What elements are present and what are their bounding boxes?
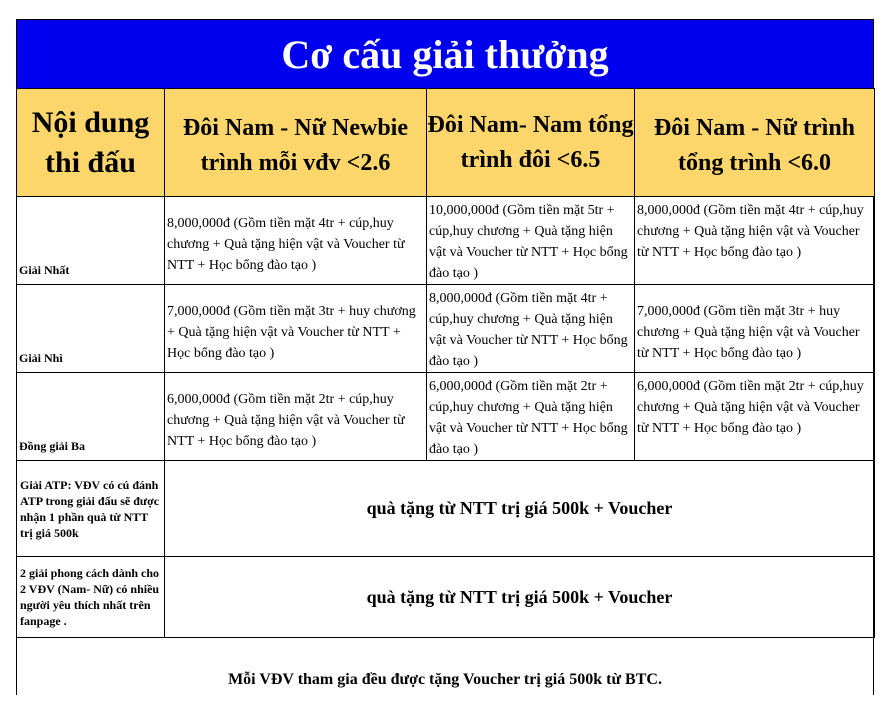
row-label-third-prize: Đồng giải Ba [17,373,165,461]
prize-cell: 8,000,000đ (Gồm tiền mặt 4tr + cúp,huy chương + Quà tặng hiện vật và Voucher từ NTT + Học bổng đào tạo ) [427,285,635,373]
atp-prize-value: quà tặng từ NTT trị giá 500k + Voucher [165,461,875,557]
header-category: Nội dung thi đấu [17,89,165,197]
table-row [17,461,875,557]
prize-cell: 8,000,000đ (Gồm tiền mặt 4tr + cúp,huy chương + Quà tặng hiện vật và Voucher từ NTT + Học bổng đào tạo ) [635,197,875,285]
header-mixed-doubles: Đôi Nam - Nữ trình tổng trình <6.0 [635,89,875,197]
prize-cell: 10,000,000đ (Gồm tiền mặt 5tr + cúp,huy chương + Quà tặng hiện vật và Voucher từ NTT + Học bổng đào tạo ) [427,197,635,285]
table-row [17,373,875,461]
atp-prize-label: Giải ATP: VĐV có cú đánh ATP trong giải đấu sẽ được nhận 1 phần quà từ NTT trị giá 500k [17,461,165,557]
footer-note [16,636,874,695]
prize-table [16,88,875,638]
table-row [17,285,875,373]
prize-cell: 6,000,000đ (Gồm tiền mặt 2tr + cúp,huy chương + Quà tặng hiện vật và Voucher từ NTT + Học bổng đào tạo ) [427,373,635,461]
style-prize-value: quà tặng từ NTT trị giá 500k + Voucher [165,557,875,638]
row-label-first-prize: Giải Nhất [17,197,165,285]
header-men-doubles: Đôi Nam- Nam tổng trình đôi <6.5 [427,89,635,197]
prize-cell: 7,000,000đ (Gồm tiền mặt 3tr + huy chương + Quà tặng hiện vật và Voucher từ NTT + Học bổng đào tạo ) [165,285,427,373]
prize-cell: 6,000,000đ (Gồm tiền mặt 2tr + cúp,huy chương + Quà tặng hiện vật và Voucher từ NTT + Học bổng đào tạo ) [165,373,427,461]
row-label-second-prize: Giải Nhì [17,285,165,373]
style-prize-label: 2 giải phong cách dành cho 2 VĐV (Nam- Nữ) có nhiều người yêu thích nhất trên fanpage . [17,557,165,638]
page-title [17,20,873,88]
header-mixed-newbie: Đôi Nam - Nữ Newbie trình mỗi vđv <2.6 [165,89,427,197]
title-text: Cơ cấu giải thưởng [281,31,609,77]
table-row [17,197,875,285]
prize-cell: 8,000,000đ (Gồm tiền mặt 4tr + cúp,huy chương + Quà tặng hiện vật và Voucher từ NTT + Học bổng đào tạo ) [165,197,427,285]
header-row [17,89,875,197]
table-row [17,557,875,638]
footer-text: Mỗi VĐV tham gia đều được tặng Voucher trị giá 500k từ BTC. [228,671,662,688]
prize-cell: 7,000,000đ (Gồm tiền mặt 3tr + huy chương + Quà tặng hiện vật và Voucher từ NTT + Học bổng đào tạo ) [635,285,875,373]
prize-cell: 6,000,000đ (Gồm tiền mặt 2tr + cúp,huy chương + Quà tặng hiện vật và Voucher từ NTT + Học bổng đào tạo ) [635,373,875,461]
